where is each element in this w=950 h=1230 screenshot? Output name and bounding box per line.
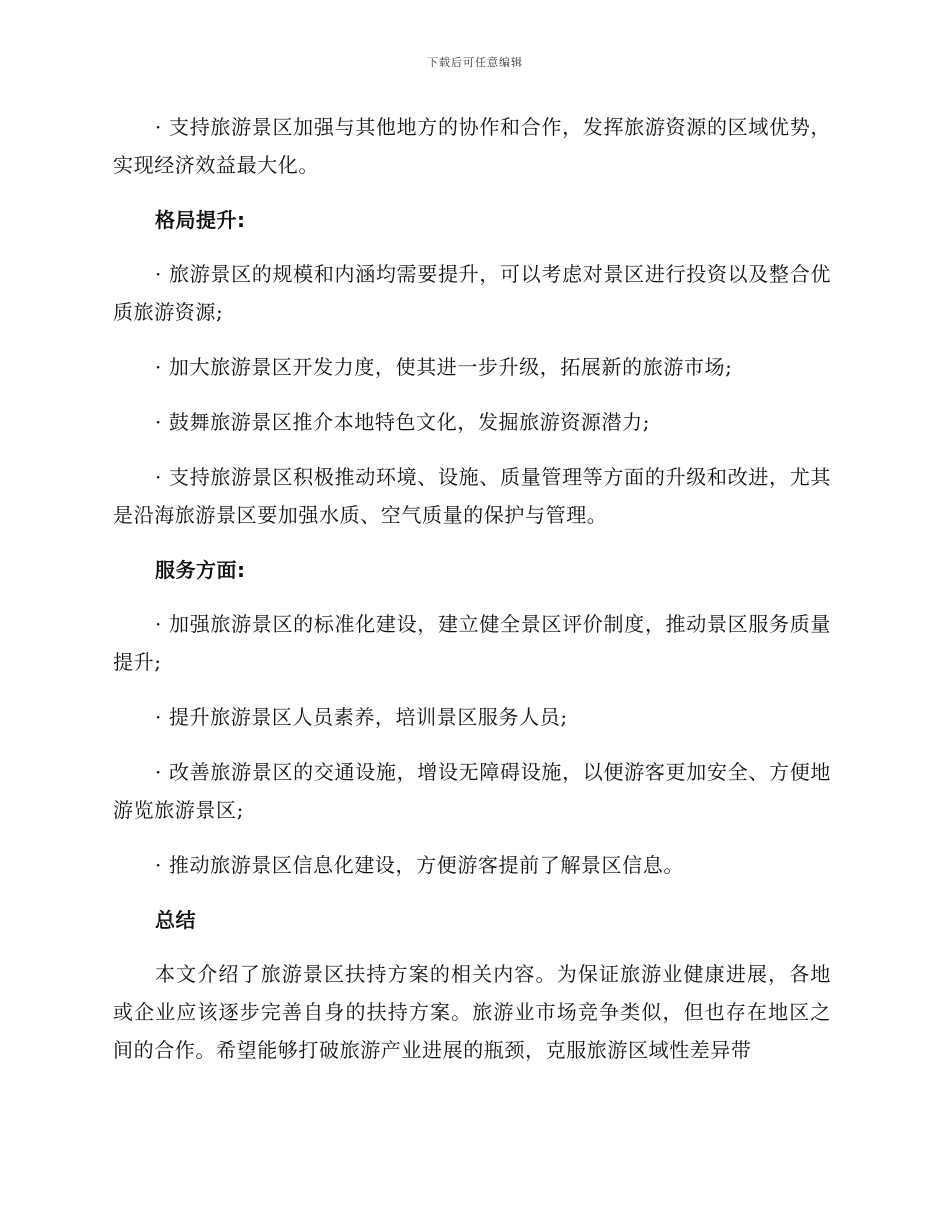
section-heading-layout-upgrade: 格局提升:	[155, 208, 246, 232]
page-header: 下载后可任意编辑	[427, 56, 523, 69]
paragraph-scale-upgrade: · 旅游景区的规模和内涵均需要提升，可以考虑对景区进行投资以及整合优质旅游资源;	[113, 262, 831, 324]
paragraph-environment-upgrade: · 支持旅游景区积极推动环境、设施、质量管理等方面的升级和改进，尤其是沿海旅游景区要加强水质、空气质量的保护与管理。	[113, 465, 831, 527]
section-heading-summary: 总结	[155, 908, 196, 932]
paragraph-standardization: · 加强旅游景区的标准化建设，建立健全景区评价制度，推动景区服务质量提升;	[113, 612, 831, 674]
paragraph-summary: 本文介绍了旅游景区扶持方案的相关内容。为保证旅游业健康进展，各地或企业应该逐步完善自身的扶持方案。旅游业市场竞争类似，但也存在地区之间的合作。希望能够打破旅游产业进展的瓶颈，克服旅游区域性差异带	[113, 962, 831, 1062]
paragraph-transport-facilities: · 改善旅游景区的交通设施，增设无障碍设施，以便游客更加安全、方便地游览旅游景区;	[113, 760, 831, 822]
paragraph-staff-training: · 提升旅游景区人员素养，培训景区服务人员;	[155, 705, 568, 729]
paragraph-informatization: · 推动旅游景区信息化建设，方便游客提前了解景区信息。	[155, 853, 684, 877]
paragraph-local-culture: · 鼓舞旅游景区推介本地特色文化，发掘旅游资源潜力;	[155, 410, 651, 434]
paragraph-development-effort: · 加大旅游景区开发力度，使其进一步升级，拓展新的旅游市场;	[155, 355, 733, 379]
section-heading-service: 服务方面:	[155, 558, 246, 582]
document-body	[113, 108, 831, 1069]
paragraph-regional-cooperation: · 支持旅游景区加强与其他地方的协作和合作，发挥旅游资源的区域优势，实现经济效益最大化。	[113, 115, 831, 177]
